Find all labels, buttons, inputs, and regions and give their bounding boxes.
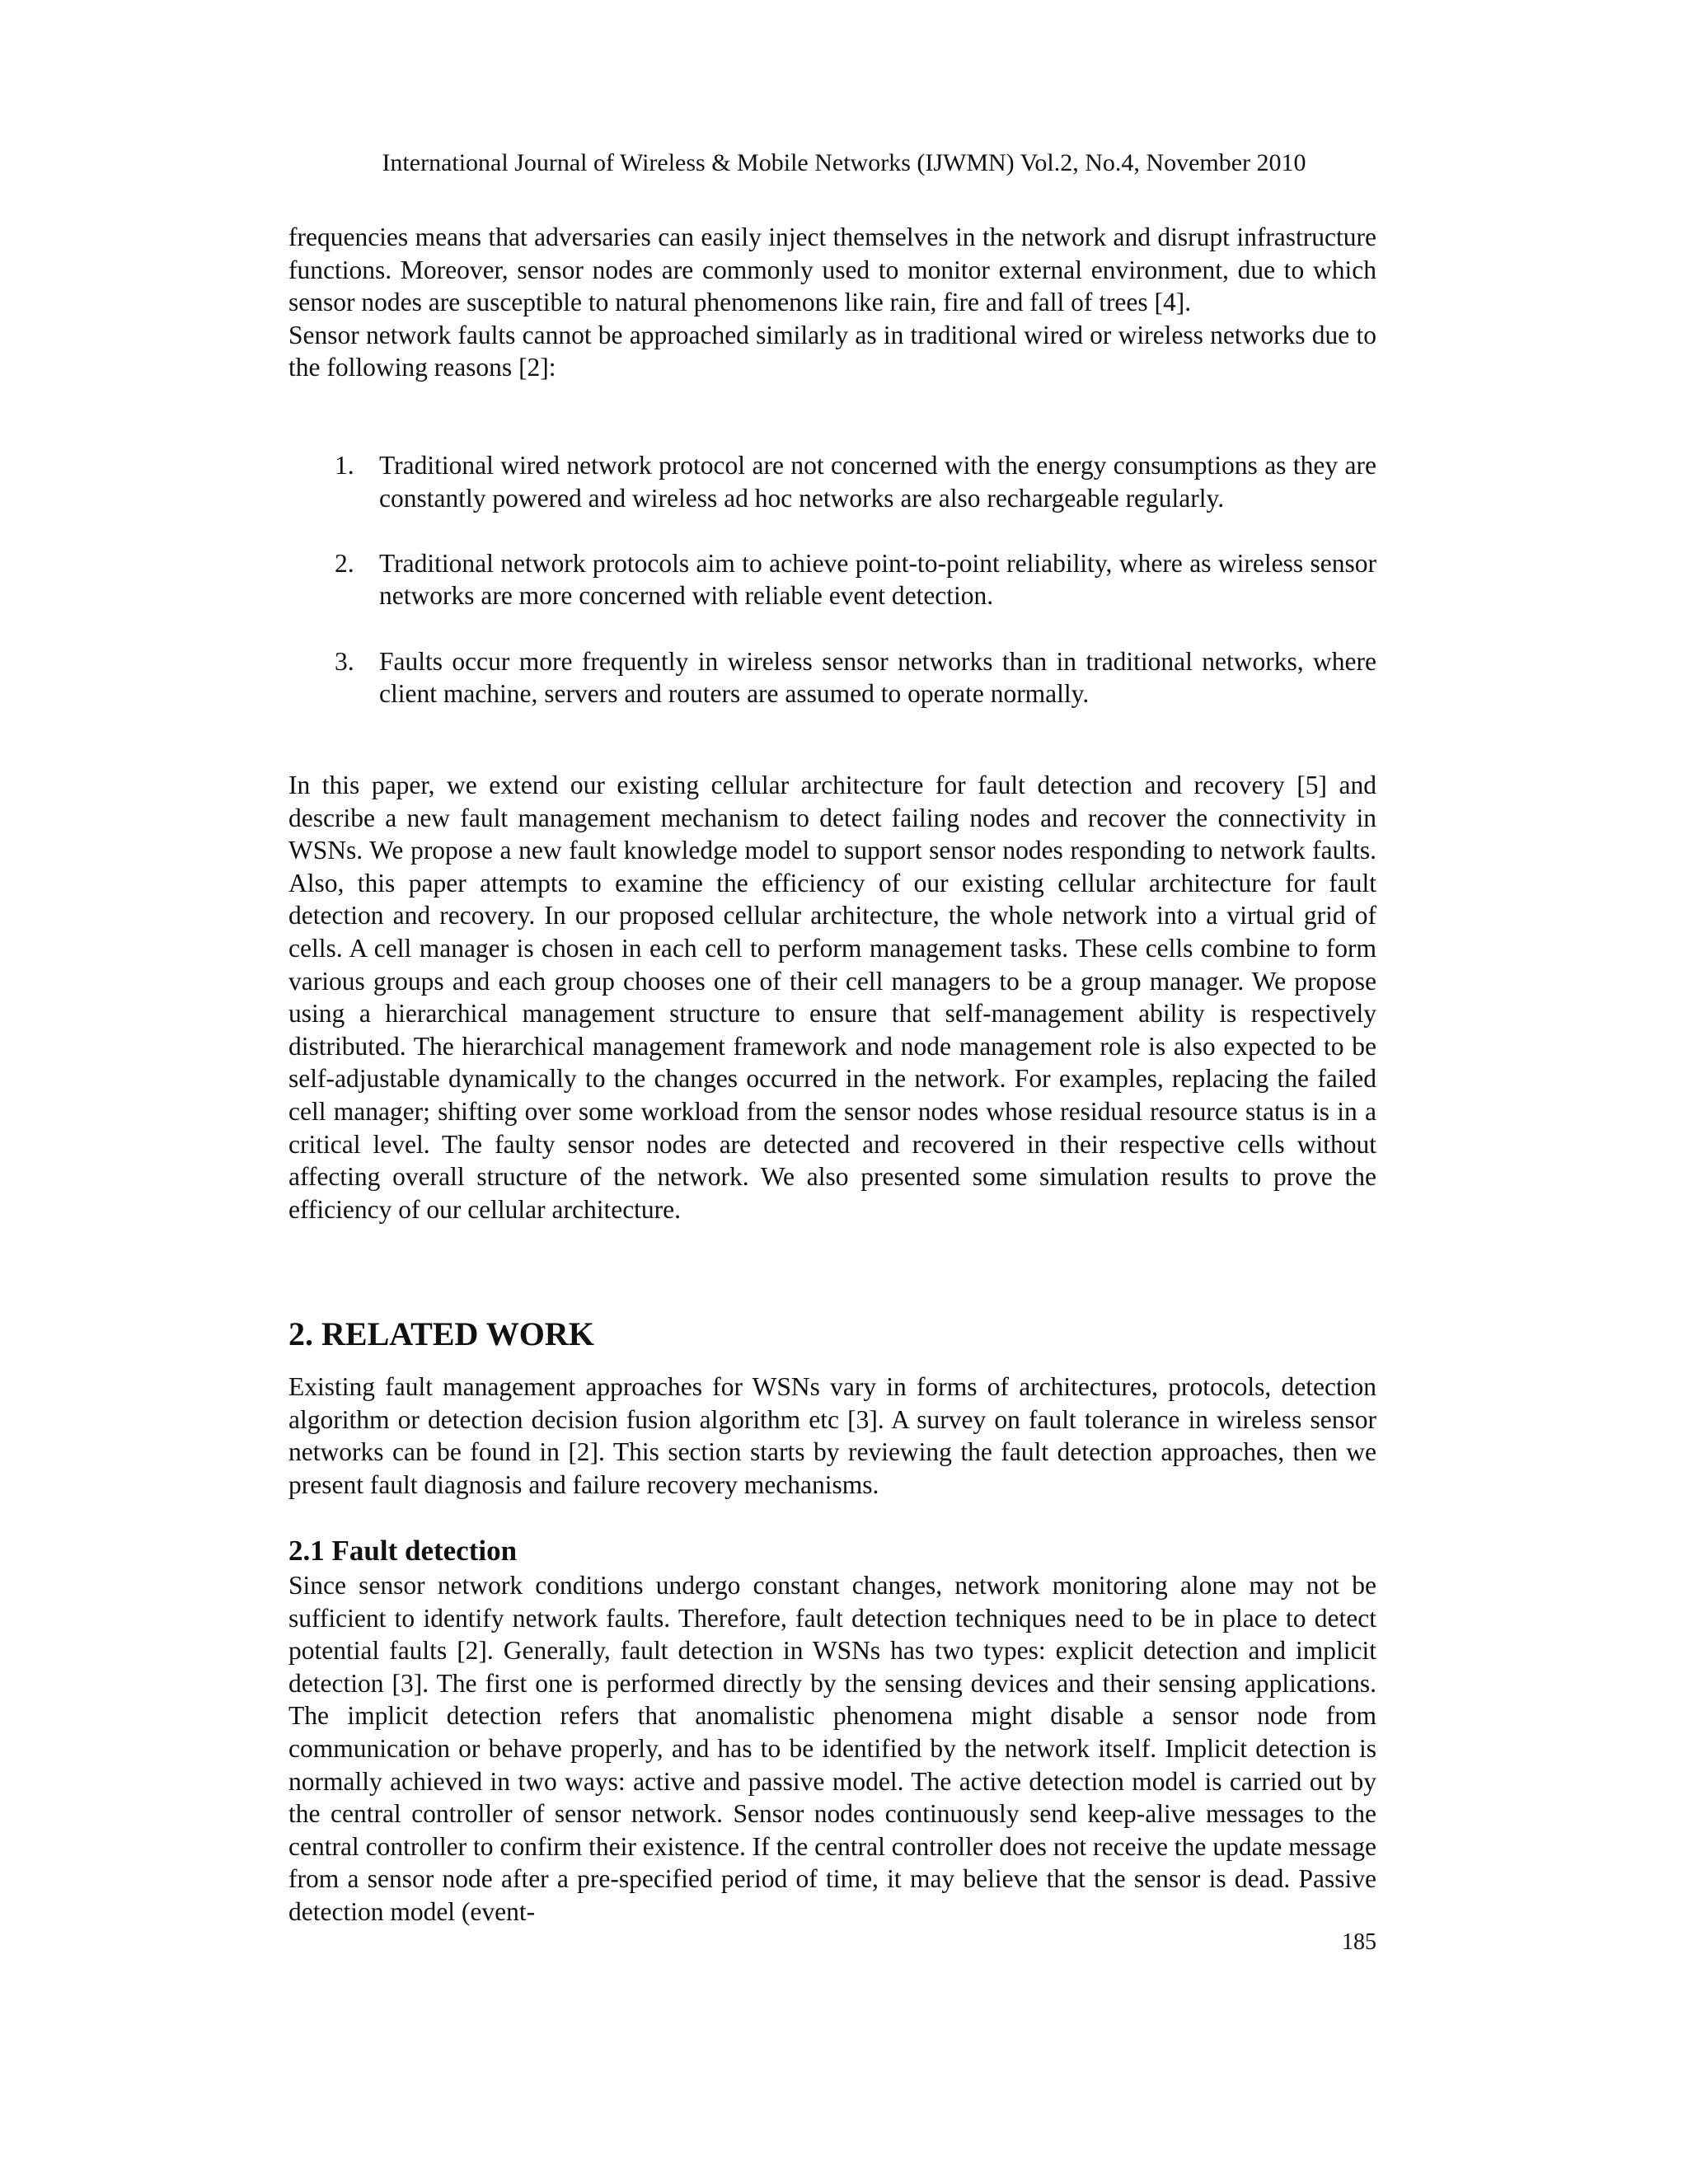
- contribution-text-block: [288, 769, 1376, 1226]
- list-item: [288, 449, 1376, 514]
- list-item-number: 1.: [335, 451, 354, 480]
- list-item-text: Traditional network protocols aim to achieve point-to-point reliability, where as wireless sensor networks are more concerned with reliable event detection.: [379, 548, 1376, 611]
- reasons-list: [288, 449, 1376, 710]
- contribution-paragraph: In this paper, we extend our existing cellular architecture for fault detection and recovery [5] and describe a new fault management mechanism to detect failing nodes and recover the connectivity in WSNs. We propose a new fault knowledge model to support sensor nodes responding to network faults. Also, this paper attempts to examine the efficiency of our existing cellular architecture for fault detection and recovery. In our proposed cellular architecture, the whole network into a virtual grid of cells. A cell manager is chosen in each cell to perform management tasks. These cells combine to form various groups and each group chooses one of their cell managers to be a group manager. We propose using a hierarchical management structure to ensure that self-management ability is respectively distributed. The hierarchical management framework and node management role is also expected to be self-adjustable dynamically to the changes occurred in the network. For examples, replacing the failed cell manager; shifting over some workload from the sensor nodes whose residual resource status is in a critical level. The faulty sensor nodes are detected and recovered in their respective cells without affecting overall structure of the network. We also presented some simulation results to prove the efficiency of our cellular architecture.: [288, 771, 1376, 1224]
- reasons-list-block: [288, 449, 1376, 710]
- running-header: International Journal of Wireless & Mobile Networks (IJWMN) Vol.2, No.4, November 2010: [382, 149, 1306, 176]
- section-heading-related-work: 2. RELATED WORK: [288, 1315, 594, 1352]
- list-item: [288, 645, 1376, 710]
- page-number: 185: [1342, 1929, 1376, 1955]
- intro-paragraph-reasons-lead: Sensor network faults cannot be approached similarly as in traditional wired or wireless networks due to the following reasons [2]:: [288, 320, 1376, 382]
- list-item-number: 3.: [335, 646, 354, 676]
- subsection-heading-fault-detection: 2.1 Fault detection: [288, 1535, 518, 1567]
- list-item-number: 2.: [335, 548, 354, 578]
- intro-text-block: [288, 221, 1376, 384]
- related-work-paragraph: Existing fault management approaches for WSNs vary in forms of architectures, protocols, detection algorithm or detection decision fusion algorithm etc [3]. A survey on fault tolerance in wireless sensor networks can be found in [2]. This section starts by reviewing the fault detection approaches, then we present fault diagnosis and failure recovery mechanisms.: [288, 1372, 1376, 1499]
- list-item-text: Faults occur more frequently in wireless sensor networks than in traditional networks, where client machine, servers and routers are assumed to operate normally.: [379, 646, 1376, 709]
- related-work-text-block: [288, 1371, 1376, 1501]
- list-item-text: Traditional wired network protocol are not concerned with the energy consumptions as they are constantly powered and wireless ad hoc networks are also rechargeable regularly.: [379, 451, 1376, 513]
- intro-paragraph-continuation: frequencies means that adversaries can easily inject themselves in the network and disrupt infrastructure functions. Moreover, sensor nodes are commonly used to monitor external environment, due to which sensor nodes are susceptible to natural phenomenons like rain, fire and fall of trees [4].: [288, 223, 1376, 317]
- fault-detection-text-block: [288, 1569, 1376, 1929]
- list-item: [288, 547, 1376, 612]
- fault-detection-paragraph: Since sensor network conditions undergo constant changes, network monitoring alone may not be sufficient to identify network faults. Therefore, fault detection techniques need to be in place to detect potential faults [2]. Generally, fault detection in WSNs has two types: explicit detection and implicit detection [3]. The first one is performed directly by the sensing devices and their sensing applications. The implicit detection refers that anomalistic phenomena might disable a sensor node from communication or behave properly, and has to be identified by the network itself. Implicit detection is normally achieved in two ways: active and passive model. The active detection model is carried out by the central controller of sensor network. Sensor nodes continuously send keep-alive messages to the central controller to confirm their existence. If the central controller does not receive the update message from a sensor node after a pre-specified period of time, it may believe that the sensor is dead. Passive detection model (event-: [288, 1571, 1376, 1926]
